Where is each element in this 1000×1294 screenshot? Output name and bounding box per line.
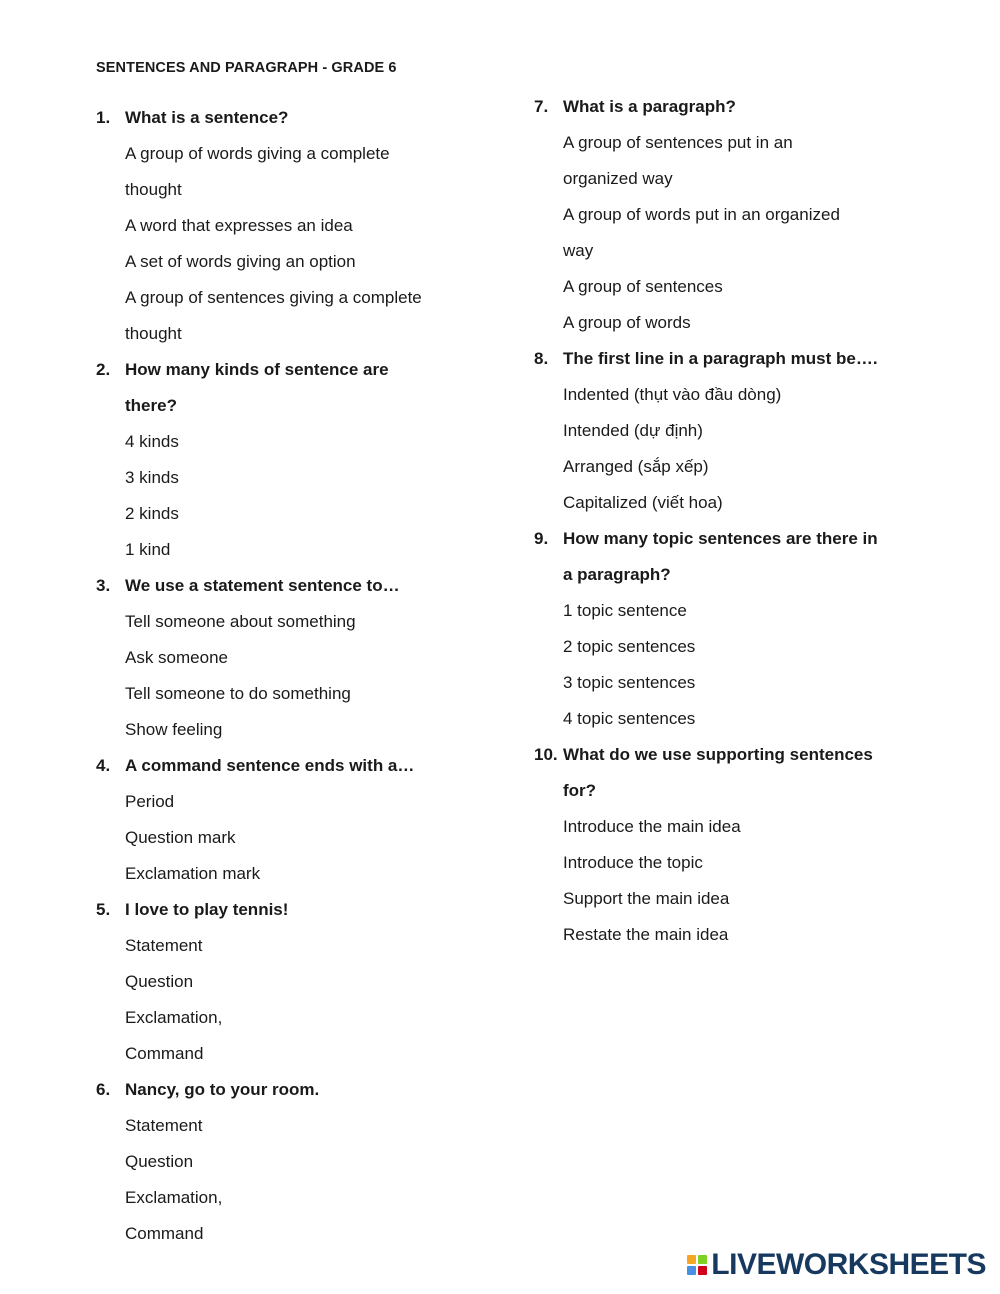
answer-option[interactable]: A group of words giving a complete xyxy=(125,144,390,163)
question-stem xyxy=(96,892,496,928)
answer-option[interactable]: Command xyxy=(125,1224,204,1243)
answer-options xyxy=(534,809,934,953)
question-text xyxy=(125,1072,496,1108)
question-stem xyxy=(96,100,496,136)
answer-option[interactable]: 2 topic sentences xyxy=(563,637,696,656)
answer-option[interactable]: A group of sentences giving a complete xyxy=(125,288,422,307)
answer-option[interactable]: 2 kinds xyxy=(125,504,179,523)
question-stem xyxy=(534,521,934,593)
answer-option[interactable]: Statement xyxy=(125,936,203,955)
question-text xyxy=(125,352,496,424)
question-text xyxy=(563,89,934,125)
right-column xyxy=(534,89,934,953)
answer-option[interactable]: Exclamation mark xyxy=(125,864,261,883)
question-number: 4. xyxy=(96,756,111,775)
answer-option[interactable]: 1 topic sentence xyxy=(563,601,687,620)
answer-option[interactable]: A group of sentences put in an xyxy=(563,133,793,152)
question-number: 3. xyxy=(96,576,111,595)
answer-option[interactable]: thought xyxy=(125,324,182,343)
answer-option[interactable]: Capitalized (viết hoa) xyxy=(563,493,723,512)
logo-square xyxy=(687,1266,696,1275)
answer-option[interactable]: Show feeling xyxy=(125,720,223,739)
answer-option[interactable]: A word that expresses an idea xyxy=(125,216,353,235)
question-stem xyxy=(534,341,934,377)
answer-option[interactable]: Restate the main idea xyxy=(563,925,729,944)
question-6 xyxy=(96,1072,496,1252)
question-text xyxy=(125,100,496,136)
question-1 xyxy=(96,100,496,352)
answer-option[interactable]: 4 topic sentences xyxy=(563,709,696,728)
answer-option[interactable]: Tell someone to do something xyxy=(125,684,351,703)
question-text xyxy=(563,737,934,809)
answer-options xyxy=(534,377,934,521)
question-text-line: What is a paragraph? xyxy=(563,97,736,116)
answer-option[interactable]: Exclamation, xyxy=(125,1188,223,1207)
answer-option[interactable]: A group of words put in an organized xyxy=(563,205,840,224)
footer-branding xyxy=(687,1248,986,1282)
question-number: 2. xyxy=(96,360,111,379)
question-text-line: a paragraph? xyxy=(563,565,671,584)
question-text-line: How many kinds of sentence are xyxy=(125,360,389,379)
answer-option[interactable]: Question mark xyxy=(125,828,236,847)
answer-options xyxy=(96,1108,496,1252)
question-text xyxy=(563,521,934,593)
answer-options xyxy=(96,928,496,1072)
answer-option[interactable]: A group of words xyxy=(563,313,691,332)
question-text-line: What do we use supporting sentences xyxy=(563,745,873,764)
answer-option[interactable]: 3 topic sentences xyxy=(563,673,696,692)
question-number: 5. xyxy=(96,900,111,919)
question-stem xyxy=(96,568,496,604)
question-number: 7. xyxy=(534,97,549,116)
question-text-line: What is a sentence? xyxy=(125,108,289,127)
left-column xyxy=(96,100,496,1252)
question-2 xyxy=(96,352,496,568)
logo-square xyxy=(698,1255,707,1264)
question-8 xyxy=(534,341,934,521)
answer-option[interactable]: 3 kinds xyxy=(125,468,179,487)
question-text-line: Nancy, go to your room. xyxy=(125,1080,320,1099)
answer-option[interactable]: Introduce the main idea xyxy=(563,817,741,836)
brand-name: LIVEWORKSHEETS xyxy=(711,1248,986,1281)
question-stem xyxy=(96,748,496,784)
answer-options xyxy=(534,593,934,737)
answer-option[interactable]: Statement xyxy=(125,1116,203,1135)
logo-square xyxy=(698,1266,707,1275)
question-text xyxy=(125,568,496,604)
answer-options xyxy=(96,604,496,748)
question-stem xyxy=(96,1072,496,1108)
answer-option[interactable]: Introduce the topic xyxy=(563,853,703,872)
answer-options xyxy=(534,125,934,341)
question-stem xyxy=(534,737,934,809)
question-5 xyxy=(96,892,496,1072)
question-text-line: The first line in a paragraph must be…. xyxy=(563,349,878,368)
answer-option[interactable]: thought xyxy=(125,180,182,199)
answer-option[interactable]: Support the main idea xyxy=(563,889,730,908)
question-number: 1. xyxy=(96,108,111,127)
answer-option[interactable]: Exclamation, xyxy=(125,1008,223,1027)
question-9 xyxy=(534,521,934,737)
page-title: SENTENCES AND PARAGRAPH - GRADE 6 xyxy=(96,60,397,76)
answer-option[interactable]: Command xyxy=(125,1044,204,1063)
question-text-line: I love to play tennis! xyxy=(125,900,289,919)
question-10 xyxy=(534,737,934,953)
answer-option[interactable]: A set of words giving an option xyxy=(125,252,356,271)
answer-options xyxy=(96,424,496,568)
answer-option[interactable]: Indented (thụt vào đầu dòng) xyxy=(563,385,782,404)
logo-square xyxy=(687,1255,696,1264)
answer-option[interactable]: 1 kind xyxy=(125,540,171,559)
answer-option[interactable]: Ask someone xyxy=(125,648,228,667)
question-text-line: A command sentence ends with a… xyxy=(125,756,415,775)
liveworksheets-logo-icon xyxy=(687,1255,707,1275)
question-text-line: How many topic sentences are there in xyxy=(563,529,878,548)
question-text xyxy=(563,341,934,377)
answer-option[interactable]: Tell someone about something xyxy=(125,612,356,631)
answer-option[interactable]: Intended (dự định) xyxy=(563,421,703,440)
question-text-line: We use a statement sentence to… xyxy=(125,576,400,595)
question-text-line: for? xyxy=(563,781,597,800)
question-3 xyxy=(96,568,496,748)
answer-option[interactable]: Arranged (sắp xếp) xyxy=(563,457,709,476)
answer-option[interactable]: Question xyxy=(125,972,194,991)
answer-option[interactable]: Period xyxy=(125,792,175,811)
question-number: 6. xyxy=(96,1080,111,1099)
question-text-line: there? xyxy=(125,396,177,415)
answer-option[interactable]: 4 kinds xyxy=(125,432,179,451)
answer-options xyxy=(96,784,496,892)
question-number: 8. xyxy=(534,349,549,368)
answer-option[interactable]: way xyxy=(563,241,594,260)
answer-option[interactable]: Question xyxy=(125,1152,194,1171)
question-4 xyxy=(96,748,496,892)
answer-option[interactable]: organized way xyxy=(563,169,673,188)
answer-option[interactable]: A group of sentences xyxy=(563,277,723,296)
question-number: 10. xyxy=(534,745,558,764)
question-text xyxy=(125,748,496,784)
answer-options xyxy=(96,136,496,352)
question-number: 9. xyxy=(534,529,549,548)
question-text xyxy=(125,892,496,928)
question-stem xyxy=(534,89,934,125)
question-7 xyxy=(534,89,934,341)
question-stem xyxy=(96,352,496,424)
